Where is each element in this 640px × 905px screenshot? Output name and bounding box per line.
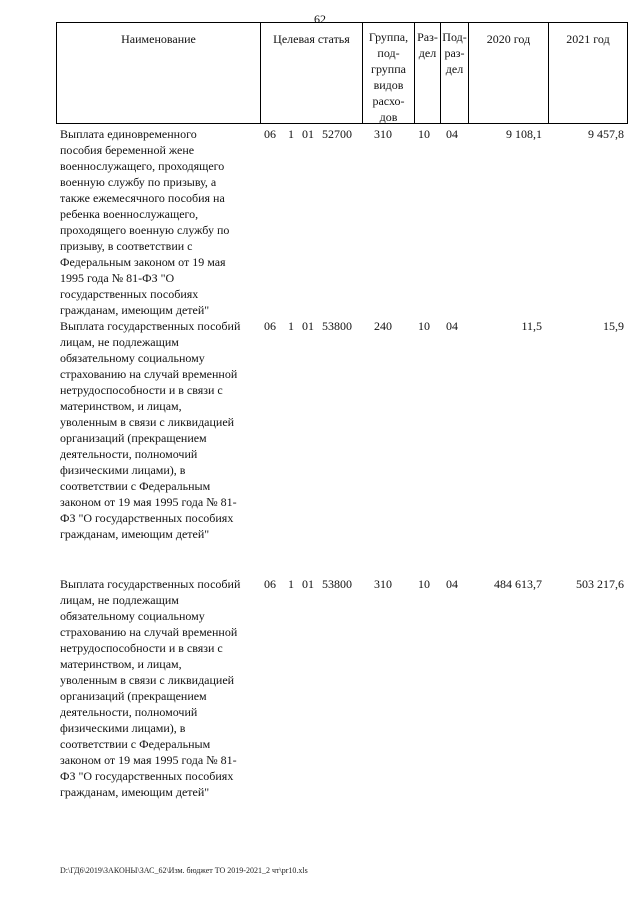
value-2020: 11,5 [521, 319, 542, 333]
table-row [56, 576, 628, 801]
page-number: 62 [314, 12, 326, 26]
target-part-3: 01 [302, 319, 314, 333]
value-2021: 9 457,8 [588, 127, 624, 141]
subsection-code: 04 [446, 577, 458, 591]
group-code: 240 [374, 319, 392, 333]
section-code: 10 [418, 319, 430, 333]
table-header [56, 22, 628, 124]
target-part-2: 1 [288, 319, 294, 333]
value-2020: 484 613,7 [494, 577, 542, 591]
target-part-2: 1 [288, 577, 294, 591]
target-part-3: 01 [302, 577, 314, 591]
header-target: Целевая статья [260, 23, 362, 123]
table-row [56, 318, 628, 543]
header-subsection: Под- раз- дел [440, 23, 468, 123]
file-path-footer: D:\ГД6\2019\ЗАКОНЫ\ЗАС_62\Изм. бюджет ТО 2019-2021_2 чт\pr10.xls [60, 866, 308, 875]
header-section: Раз- дел [414, 23, 440, 123]
table-row [56, 126, 628, 316]
group-code: 310 [374, 127, 392, 141]
group-code: 310 [374, 577, 392, 591]
target-part-4: 53800 [322, 577, 352, 591]
target-part-1: 06 [264, 127, 276, 141]
row-name: Выплата государственных пособий лицам, не подлежащим обязательному социальному страхованию на случай временной нетрудоспособности и в связи с материнством, и лицам, уволенным в связи с ликвидацией организаций (прекращением деятельности, полномочий физическими лицами), в соответствии с Федеральным законом от 19 мая 1995 года № 81- ФЗ "О государственных пособиях гражданам, имеющим детей" [60, 319, 241, 541]
subsection-code: 04 [446, 127, 458, 141]
target-part-1: 06 [264, 319, 276, 333]
value-2020: 9 108,1 [506, 127, 542, 141]
subsection-code: 04 [446, 319, 458, 333]
header-name: Наименование [56, 23, 260, 123]
section-code: 10 [418, 577, 430, 591]
target-part-1: 06 [264, 577, 276, 591]
section-code: 10 [418, 127, 430, 141]
target-part-4: 52700 [322, 127, 352, 141]
row-name: Выплата единовременного пособия беременной жене военнослужащего, проходящего военную службу по призыву, а также ежемесячного пособия на ребенка военнослужащего, проходящего военную службу по призыву, в соответствии с Федеральным законом от 19 мая 1995 года № 81-ФЗ "О государственных пособиях гражданам, имеющим детей" [60, 127, 230, 317]
header-2021: 2021 год [548, 23, 628, 123]
target-part-3: 01 [302, 127, 314, 141]
target-part-4: 53800 [322, 319, 352, 333]
row-name: Выплата государственных пособий лицам, не подлежащим обязательному социальному страхованию на случай временной нетрудоспособности и в связи с материнством, и лицам, уволенным в связи с ликвидацией организаций (прекращением деятельности, полномочий физическими лицами), в соответствии с Федеральным законом от 19 мая 1995 года № 81- ФЗ "О государственных пособиях гражданам, имеющим детей" [60, 577, 241, 799]
header-group: Группа, под- группа видов расхо- дов [362, 23, 414, 123]
header-2020: 2020 год [468, 23, 548, 123]
target-part-2: 1 [288, 127, 294, 141]
value-2021: 15,9 [603, 319, 624, 333]
value-2021: 503 217,6 [576, 577, 624, 591]
